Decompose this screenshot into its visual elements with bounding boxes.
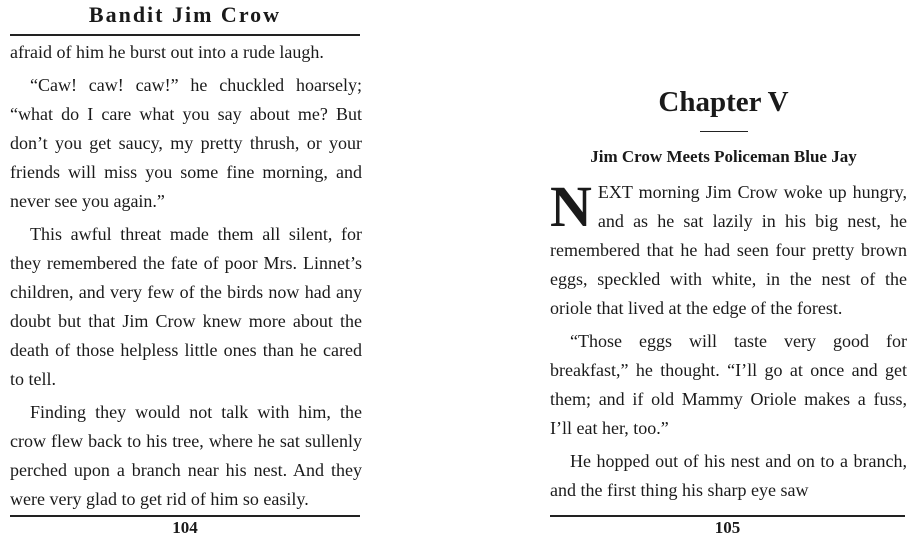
paragraph: Finding they would not talk with him, the crow flew back to his tree, where he sat sullenly perched upon a branch near his nest. And they were very glad to get rid of him so easily. xyxy=(10,402,362,509)
left-page-text xyxy=(10,38,362,514)
paragraph: This awful threat made them all silent, for they remembered the fate of poor Mrs. Linnet’s children, and very few of the birds now had any doubt but that Jim Crow knew more about the death of those helpless little ones than he cared to tell. xyxy=(10,224,362,389)
paragraph xyxy=(550,174,907,323)
left-page xyxy=(0,0,370,548)
right-page xyxy=(540,0,907,548)
footer-rule xyxy=(10,515,360,517)
drop-cap: N xyxy=(550,174,592,239)
header-rule xyxy=(10,34,360,36)
footer-rule xyxy=(550,515,905,517)
chapter-title: Chapter V xyxy=(658,86,789,118)
chapter-rule xyxy=(700,131,748,132)
page-number: 104 xyxy=(172,518,198,537)
page-number: 105 xyxy=(714,518,741,537)
paragraph: “Those eggs will taste very good for breakfast,” he thought. “I’ll go at once and get them; and if old Mammy Oriole makes a fuss, I’ll eat her, too.” xyxy=(550,331,907,438)
running-head: Bandit Jim Crow xyxy=(88,2,282,27)
paragraph: “Caw! caw! caw!” he chuckled hoarsely; “what do I care what you say about me? But don’t you get saucy, my pretty thrush, or your friends will miss you some fine morning, and never see you again.” xyxy=(10,75,362,211)
right-page-text xyxy=(550,174,907,505)
paragraph: afraid of him he burst out into a rude laugh. xyxy=(10,42,324,62)
paragraph: He hopped out of his nest and on to a branch, and the first thing his sharp eye saw xyxy=(550,451,907,500)
chapter-subtitle: Jim Crow Meets Policeman Blue Jay xyxy=(590,147,857,166)
paragraph-text: EXT morning Jim Crow woke up hungry, and as he sat lazily in his big nest, he remembered that he had seen four pretty brown eggs, speckled with white, in the nest of the oriole that lived at the edge of the forest. xyxy=(550,182,907,318)
